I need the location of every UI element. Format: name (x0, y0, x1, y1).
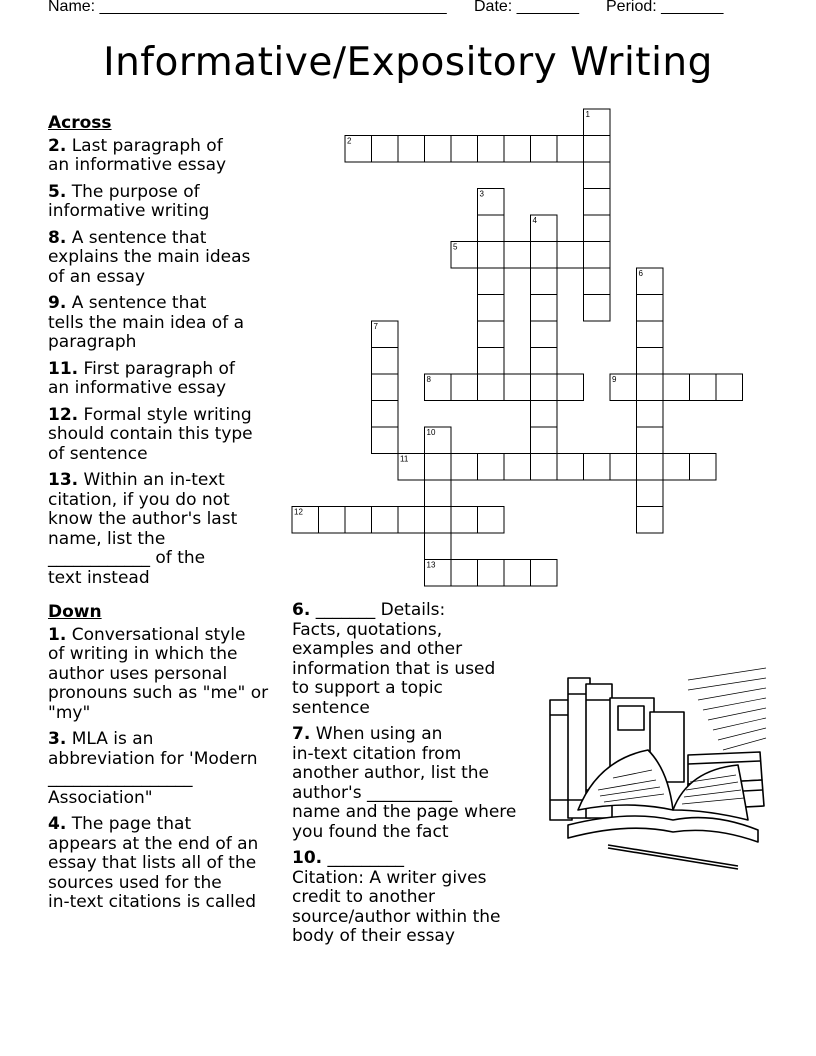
crossword-cell[interactable] (584, 268, 611, 295)
crossword-cell[interactable] (610, 374, 637, 401)
crossword-cell[interactable] (531, 454, 558, 481)
crossword-cell[interactable] (319, 507, 346, 534)
crossword-cell[interactable] (637, 480, 664, 507)
crossword-cell[interactable] (372, 136, 399, 163)
crossword-cell[interactable] (557, 242, 584, 269)
clue-number-label: 2 (347, 136, 352, 146)
period-field[interactable]: Period: _______ (606, 0, 724, 15)
crossword-cell[interactable] (372, 427, 399, 454)
crossword-cell[interactable] (478, 215, 505, 242)
crossword-cell[interactable] (637, 454, 664, 481)
crossword-cell[interactable] (531, 268, 558, 295)
crossword-cell[interactable] (425, 533, 452, 560)
crossword-cell[interactable] (398, 136, 425, 163)
crossword-cell[interactable] (531, 560, 558, 587)
crossword-cell[interactable] (531, 427, 558, 454)
clue-down-4: 4. The page that appears at the end of an essay that lists all of the sources used for the in-text citations is called (48, 814, 259, 912)
clue-down-6: 6. _______ Details: Facts, quotations, examples and other information that is used to support a topic sentence (292, 600, 496, 718)
crossword-cell[interactable] (398, 507, 425, 534)
crossword-cell[interactable] (451, 242, 478, 269)
crossword-cell[interactable] (372, 321, 399, 348)
crossword-cell[interactable] (504, 560, 531, 587)
name-field[interactable]: Name: _______________________________________ (48, 0, 447, 15)
clue-number-label: 6 (638, 269, 643, 278)
crossword-cell[interactable] (372, 401, 399, 428)
clue-number-label: 9 (612, 375, 617, 384)
crossword-cell[interactable] (478, 348, 505, 375)
clue-number-label: 11 (400, 454, 409, 464)
crossword-cell[interactable] (451, 560, 478, 587)
crossword-cell[interactable] (637, 348, 664, 375)
crossword-cell[interactable] (398, 454, 425, 481)
crossword-cell[interactable] (451, 507, 478, 534)
crossword-cell[interactable] (584, 454, 611, 481)
open-book-stack-icon (538, 660, 768, 870)
clue-number-label: 8 (426, 375, 431, 384)
crossword-cell[interactable] (531, 321, 558, 348)
date-field[interactable]: Date: _______ (474, 0, 579, 15)
clue-down-7: 7. When using an in-text citation from another author, list the author's __________ name and the page where you found the fact (292, 724, 517, 842)
crossword-cell[interactable] (345, 507, 372, 534)
crossword-cell[interactable] (425, 560, 452, 587)
clue-number-label: 1 (585, 110, 590, 119)
crossword-cell[interactable] (292, 507, 319, 534)
crossword-cell[interactable] (531, 242, 558, 269)
crossword-cell[interactable] (531, 348, 558, 375)
crossword-cell[interactable] (637, 321, 664, 348)
crossword-cell[interactable] (610, 454, 637, 481)
crossword-cell[interactable] (637, 268, 664, 295)
crossword-cell[interactable] (425, 507, 452, 534)
crossword-cell[interactable] (425, 480, 452, 507)
clue-across-5: 5. The purpose of informative writing (48, 181, 210, 221)
crossword-cell[interactable] (372, 348, 399, 375)
clue-number-label: 5 (453, 242, 458, 252)
crossword-cell[interactable] (504, 454, 531, 481)
crossword-cell[interactable] (504, 242, 531, 269)
crossword-cell[interactable] (451, 374, 478, 401)
crossword-cell[interactable] (372, 507, 399, 534)
crossword-cell[interactable] (478, 454, 505, 481)
crossword-cell[interactable] (531, 215, 558, 242)
crossword-cell[interactable] (531, 295, 558, 322)
crossword-cell[interactable] (372, 374, 399, 401)
crossword-cell[interactable] (531, 401, 558, 428)
crossword-cell[interactable] (557, 454, 584, 481)
clue-across-9: 9. A sentence that tells the main idea of a paragraph (48, 293, 245, 352)
crossword-cell[interactable] (637, 295, 664, 322)
clue-number-label: 4 (532, 216, 537, 225)
crossword-cell[interactable] (690, 454, 717, 481)
crossword-cell[interactable] (425, 374, 452, 401)
crossword-cell[interactable] (637, 374, 664, 401)
crossword-cell[interactable] (584, 162, 611, 189)
crossword-cell[interactable] (531, 374, 558, 401)
clue-number-label: 13 (426, 560, 436, 570)
crossword-cell[interactable] (557, 136, 584, 163)
crossword-cell[interactable] (584, 109, 611, 136)
crossword-cell[interactable] (478, 136, 505, 163)
crossword-cell[interactable] (637, 401, 664, 428)
crossword-cell[interactable] (478, 321, 505, 348)
crossword-cell[interactable] (584, 295, 611, 322)
page-title: Informative/Expository Writing (103, 40, 713, 85)
clue-across-12: 12. Formal style writing should contain this type of sentence (48, 404, 253, 464)
clue-number-label: 10 (426, 428, 436, 437)
crossword-cell[interactable] (584, 189, 611, 216)
crossword-cell[interactable] (478, 295, 505, 322)
clue-number-label: 12 (294, 507, 303, 517)
crossword-cell[interactable] (504, 136, 531, 163)
crossword-cell[interactable] (478, 507, 505, 534)
crossword-cell[interactable] (345, 136, 372, 163)
clue-across-2: 2. Last paragraph of an informative essay (48, 135, 227, 175)
crossword-cell[interactable] (663, 454, 690, 481)
crossword-cell[interactable] (690, 374, 717, 401)
crossword-cell[interactable] (478, 189, 505, 216)
crossword-cell[interactable] (478, 242, 505, 269)
clue-down-3: 3. MLA is an abbreviation for 'Modern _________________ Association" (48, 729, 258, 808)
crossword-cell[interactable] (637, 427, 664, 454)
down-heading: Down (48, 602, 102, 622)
crossword-cell[interactable] (504, 374, 531, 401)
clue-number-label: 3 (479, 189, 484, 199)
crossword-cell[interactable] (557, 374, 584, 401)
crossword-cell[interactable] (531, 136, 558, 163)
crossword-cell[interactable] (584, 136, 611, 163)
crossword-cell[interactable] (584, 242, 611, 269)
crossword-cell[interactable] (478, 560, 505, 587)
crossword-cell[interactable] (478, 374, 505, 401)
clue-down-10: 10. _________ Citation: A writer gives credit to another source/author within the body of their essay (292, 848, 501, 946)
crossword-cell[interactable] (584, 215, 611, 242)
crossword-cell[interactable] (425, 454, 452, 481)
clue-across-11: 11. First paragraph of an informative essay (48, 358, 235, 398)
crossword-cell[interactable] (451, 454, 478, 481)
crossword-cell[interactable] (451, 136, 478, 163)
clue-across-13: 13. Within an in-text citation, if you do not know the author's last name, list the ____________ of the text instead (48, 470, 238, 588)
across-heading: Across (48, 113, 112, 133)
crossword-cell[interactable] (716, 374, 743, 401)
clue-number-label: 7 (373, 322, 378, 331)
clue-across-8: 8. A sentence that explains the main ideas of an essay (48, 227, 251, 287)
crossword-cell[interactable] (637, 507, 664, 534)
crossword-cell[interactable] (425, 427, 452, 454)
crossword-cell[interactable] (478, 268, 505, 295)
crossword-cell[interactable] (663, 374, 690, 401)
clue-down-1: 1. Conversational style of writing in which the author uses personal pronouns such as "me" or "my" (48, 624, 269, 723)
crossword-cell[interactable] (425, 136, 452, 163)
